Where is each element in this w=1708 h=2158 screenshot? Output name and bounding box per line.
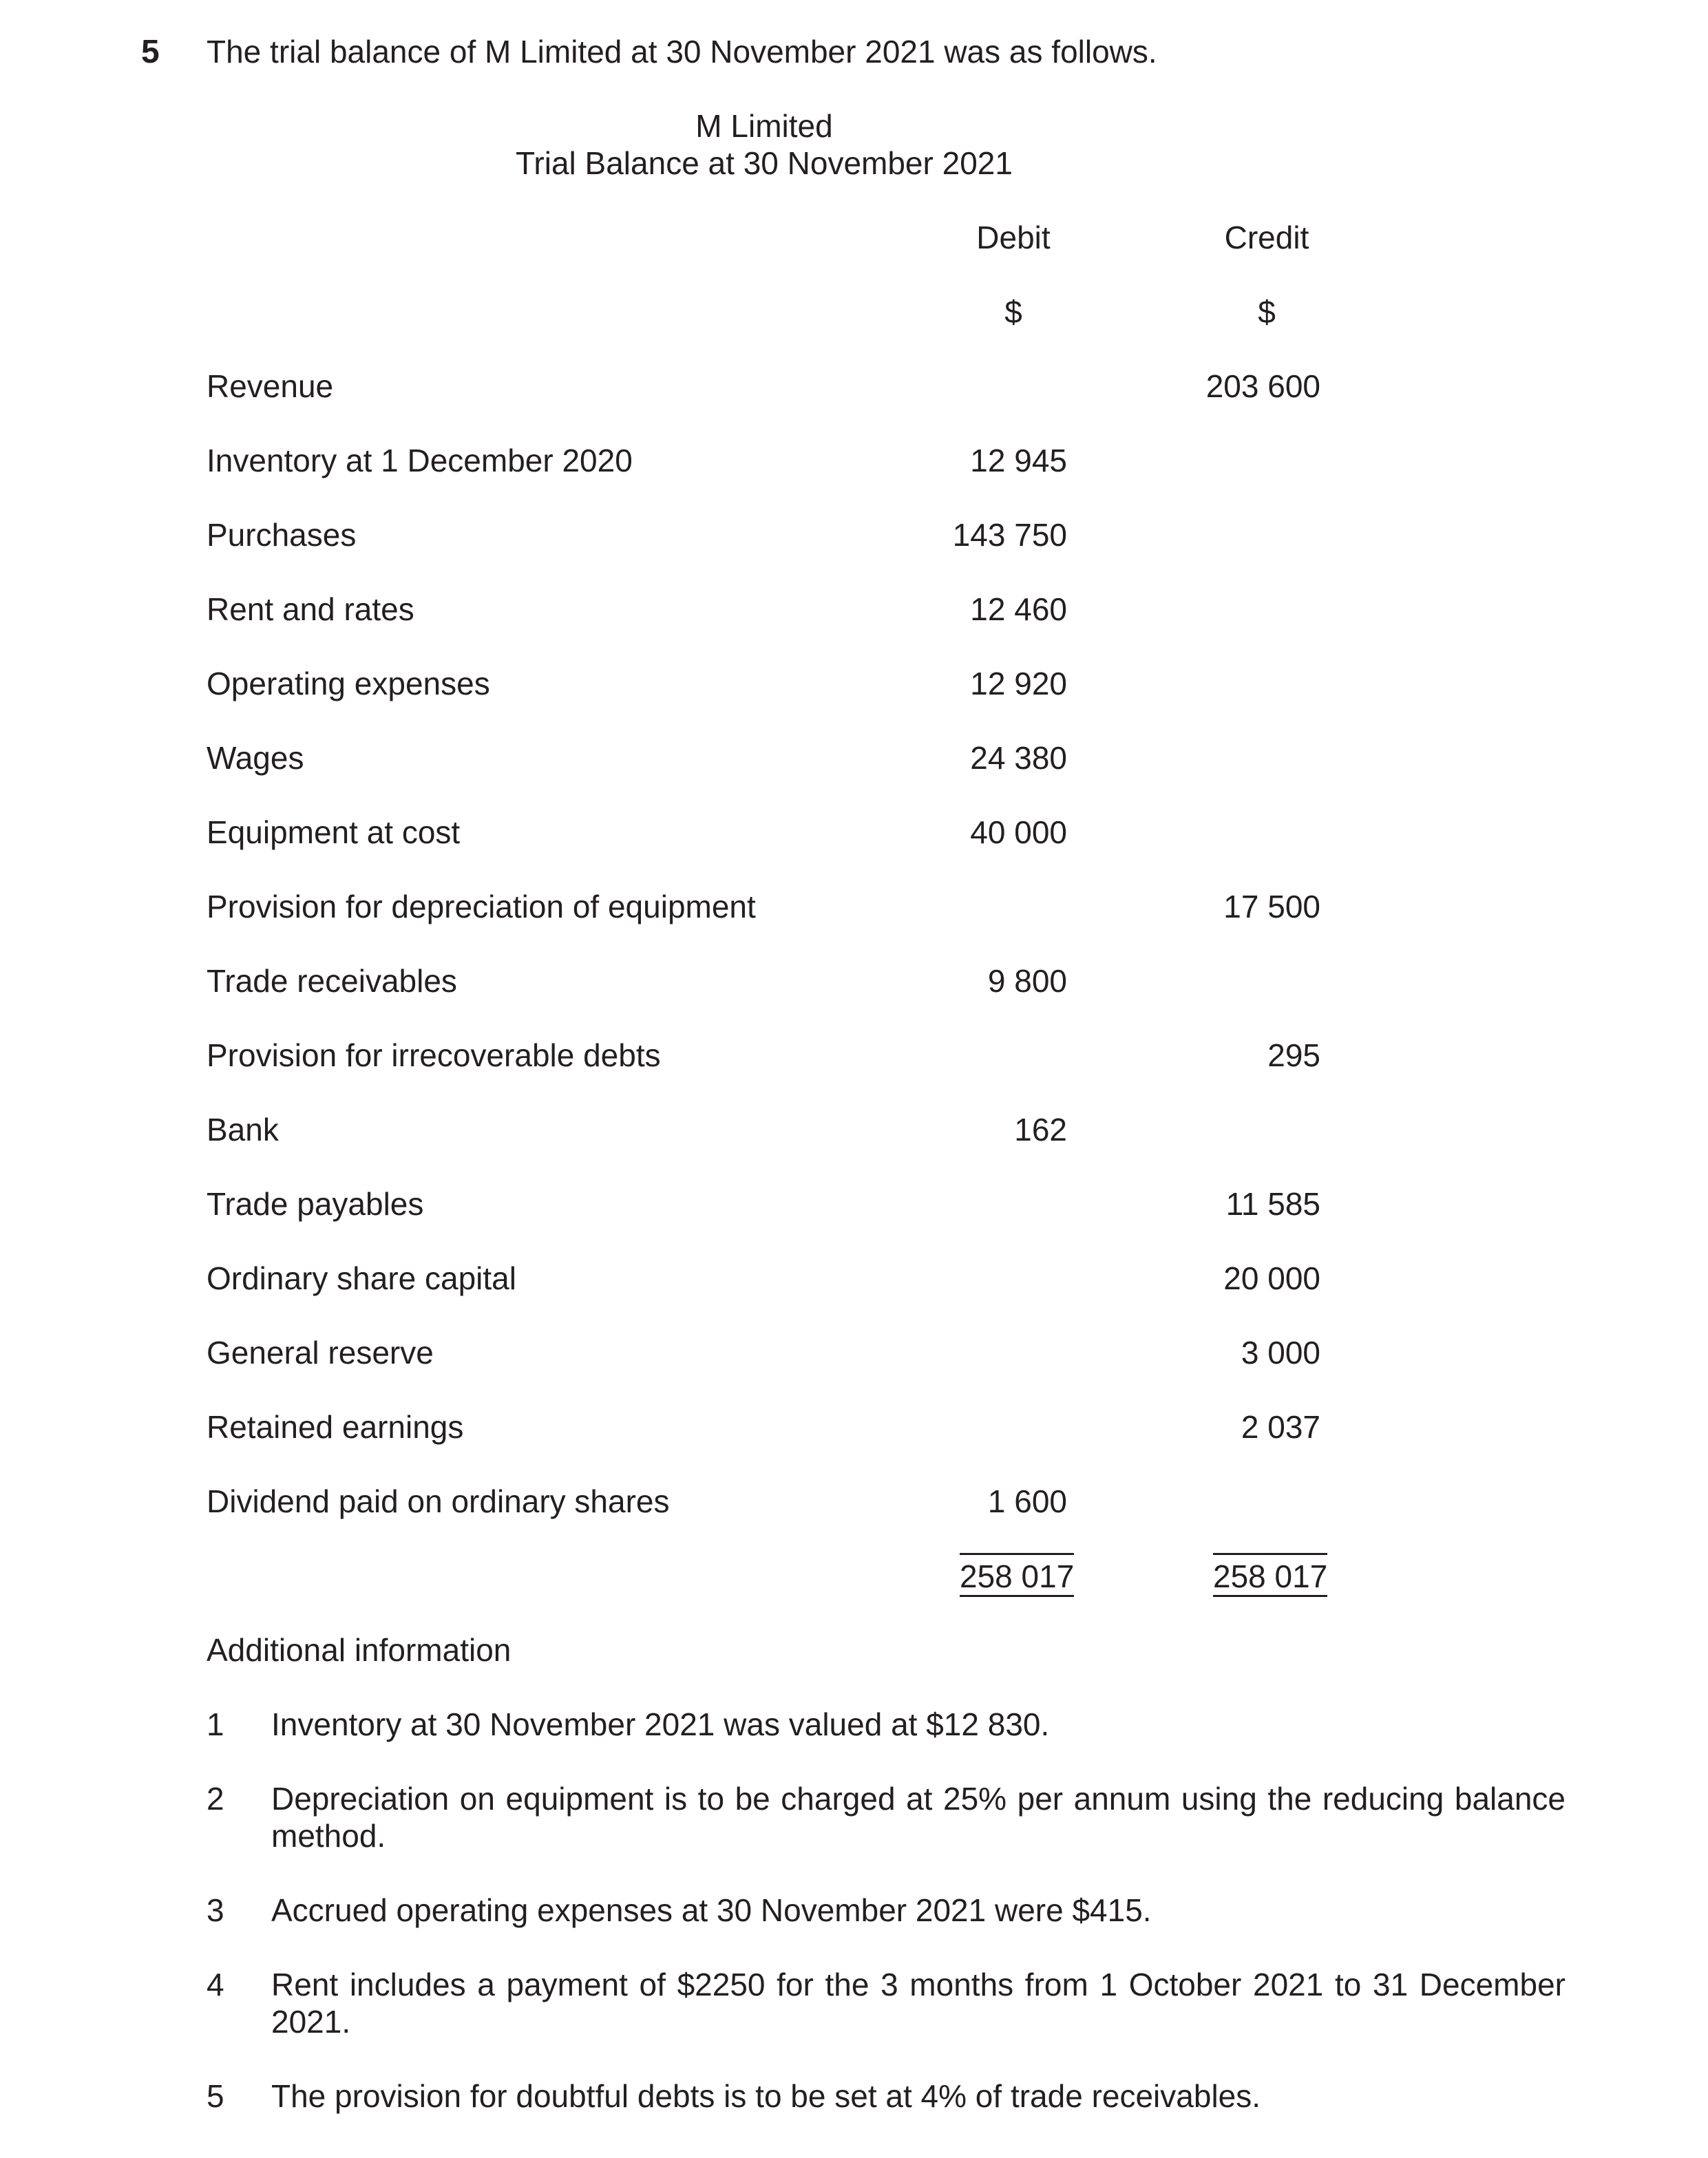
row-label: Purchases bbox=[207, 517, 357, 553]
row-credit: 11 585 bbox=[1225, 1186, 1320, 1222]
row-label: Equipment at cost bbox=[207, 814, 461, 850]
row-label: Wages bbox=[207, 740, 304, 776]
debit-header: Debit bbox=[976, 220, 1051, 255]
row-label: Operating expenses bbox=[207, 666, 490, 701]
row-label: Provision for depreciation of equipment bbox=[207, 889, 756, 924]
row-label: Retained earnings bbox=[207, 1409, 464, 1445]
trial-balance-title: Trial Balance at 30 November 2021 bbox=[516, 145, 1013, 181]
debit-currency: $ bbox=[1004, 294, 1022, 330]
list-item-text-continued: method. bbox=[271, 1818, 386, 1854]
row-debit: 12 460 bbox=[970, 591, 1067, 627]
company-name: M Limited bbox=[695, 108, 833, 144]
row-debit: 1 600 bbox=[987, 1483, 1067, 1519]
list-item-number: 4 bbox=[207, 1967, 224, 2002]
row-debit: 143 750 bbox=[952, 517, 1067, 553]
additional-info-heading: Additional information bbox=[207, 1632, 512, 1668]
credit-total: 258 017 bbox=[1213, 1553, 1327, 1597]
question-intro: The trial balance of M Limited at 30 November 2021 was as follows. bbox=[207, 34, 1157, 70]
row-credit: 3 000 bbox=[1241, 1335, 1320, 1371]
row-credit: 295 bbox=[1267, 1037, 1320, 1073]
debit-total: 258 017 bbox=[960, 1553, 1074, 1597]
list-item-number: 5 bbox=[207, 2078, 224, 2114]
list-item-text: Accrued operating expenses at 30 November 2021 were $415. bbox=[271, 1892, 1152, 1928]
credit-header: Credit bbox=[1224, 220, 1309, 255]
credit-currency: $ bbox=[1258, 294, 1276, 330]
row-debit: 40 000 bbox=[970, 814, 1067, 850]
row-credit: 20 000 bbox=[1223, 1260, 1320, 1296]
row-label: Bank bbox=[207, 1112, 279, 1147]
row-debit: 12 920 bbox=[970, 666, 1067, 701]
row-credit: 203 600 bbox=[1205, 368, 1320, 404]
list-item-text: The provision for doubtful debts is to be set at 4% of trade receivables. bbox=[271, 2078, 1261, 2114]
row-debit: 12 945 bbox=[970, 443, 1067, 478]
list-item-text: Depreciation on equipment is to be charged at 25% per annum using the reducing balance bbox=[271, 1781, 1565, 1817]
row-label: Trade payables bbox=[207, 1186, 424, 1222]
row-label: Inventory at 1 December 2020 bbox=[207, 443, 633, 478]
row-label: Dividend paid on ordinary shares bbox=[207, 1483, 670, 1519]
list-item-text: Inventory at 30 November 2021 was valued at $12 830. bbox=[271, 1706, 1050, 1742]
row-credit: 2 037 bbox=[1241, 1409, 1320, 1445]
row-label: General reserve bbox=[207, 1335, 434, 1371]
row-label: Ordinary share capital bbox=[207, 1260, 516, 1296]
list-item-number: 1 bbox=[207, 1706, 224, 1742]
list-item-number: 3 bbox=[207, 1892, 224, 1928]
list-item-text: Rent includes a payment of $2250 for the 3 months from 1 October 2021 to 31 December bbox=[271, 1967, 1565, 2002]
row-debit: 9 800 bbox=[987, 963, 1067, 999]
row-debit: 24 380 bbox=[970, 740, 1067, 776]
row-label: Revenue bbox=[207, 368, 334, 404]
row-credit: 17 500 bbox=[1223, 889, 1320, 924]
row-label: Rent and rates bbox=[207, 591, 414, 627]
list-item-number: 2 bbox=[207, 1781, 224, 1817]
row-debit: 162 bbox=[1014, 1112, 1067, 1147]
row-label: Trade receivables bbox=[207, 963, 457, 999]
row-label: Provision for irrecoverable debts bbox=[207, 1037, 661, 1073]
list-item-text-continued: 2021. bbox=[271, 2004, 351, 2040]
question-number: 5 bbox=[141, 34, 160, 70]
